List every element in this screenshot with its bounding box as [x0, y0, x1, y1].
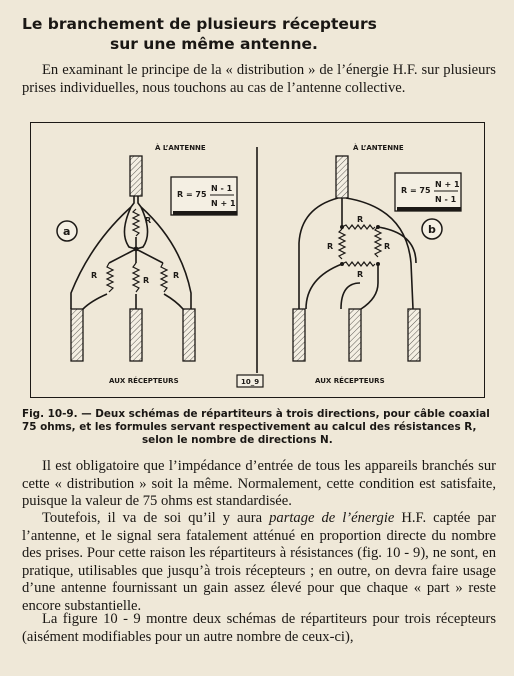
figure-caption — [22, 408, 496, 447]
left-resistor-1 — [107, 263, 113, 292]
right-resistor-top-a — [342, 225, 375, 229]
right-formula-denominator: N - 1 — [435, 195, 457, 204]
emphasis-energy-sharing: partage de l’énergie — [269, 510, 395, 526]
right-antenna-cable — [336, 156, 348, 198]
caption-line-3: selon le nombre de directions N. — [142, 434, 333, 446]
left-badge: a — [63, 225, 71, 238]
caption-label: Fig. 10-9. — [22, 408, 78, 420]
left-formula-denominator: N + 1 — [211, 199, 236, 208]
left-formula-lhs: R = 75 — [177, 190, 207, 199]
left-antenna-cable — [130, 156, 142, 196]
right-resistor-left — [339, 229, 345, 259]
paragraph-figure-reference: La figure 10 - 9 montre deux schémas de répartiteurs pour trois récepteurs (aisément modifiables pour un autre nombre de ceux-ci), — [22, 611, 496, 645]
figure-10-9 — [30, 122, 485, 398]
left-receiver-cables — [71, 309, 195, 361]
figure-drawing — [31, 123, 483, 396]
right-resistor-right — [375, 227, 381, 257]
right-receiver-cables — [293, 309, 420, 361]
right-r-label-right: R — [384, 242, 391, 251]
left-r-label-1: R — [91, 271, 98, 280]
right-receivers-label: AUX RÉCEPTEURS — [315, 377, 385, 385]
caption-line-2: 75 ohms, et les formules servant respectivement au calcul des résistances R, — [22, 421, 477, 433]
left-receivers-label: AUX RÉCEPTEURS — [109, 377, 179, 385]
left-formula-box — [171, 177, 237, 215]
left-resistor-3 — [161, 263, 167, 292]
left-r-label-top: R — [145, 216, 152, 225]
right-r-label-top: R — [357, 215, 364, 224]
right-r-label-bottom: R — [357, 270, 364, 279]
right-badge: b — [428, 223, 436, 236]
left-r-label-2: R — [143, 276, 150, 285]
right-antenna-label: À L’ANTENNE — [353, 144, 404, 152]
left-antenna-label: À L’ANTENNE — [155, 144, 206, 152]
caption-line-1: — Deux schémas de répartiteurs à trois directions, pour câble coaxial — [81, 408, 490, 420]
left-resistor-top — [133, 209, 139, 236]
right-resistor-bottom — [342, 262, 375, 266]
intro-paragraph: En examinant le principe de la « distribution » de l’énergie H.F. sur plusieurs prises individuelles, nous touchons au cas de l’antenne collective. — [22, 62, 496, 96]
figure-number: 10_9 — [241, 378, 260, 386]
right-formula-numerator: N + 1 — [435, 180, 460, 189]
paragraph-energy-sharing: Toutefois, il va de soi qu’il y aura partage de l’énergie H.F. captée par l’antenne, et le signal sera fatalement atténué en proportion directe du nombre des prises. Pour cette raison les répartiteurs à résistances (fig. 10 - 9), ne sont, en pratique, utilisables que jusqu’à trois récepteurs ; en outre, on devra faire usage d’une antenne fournissant un gain assez élevé pour que chaque « part » reste encore substantielle. — [22, 510, 497, 614]
left-resistor-2 — [133, 263, 139, 292]
heading-line-2: sur une même antenne. — [110, 35, 318, 53]
heading-line-1: Le branchement de plusieurs récepteurs — [22, 15, 377, 33]
right-formula-lhs: R = 75 — [401, 186, 431, 195]
left-formula-numerator: N - 1 — [211, 184, 233, 193]
left-r-label-3: R — [173, 271, 180, 280]
section-heading — [22, 14, 492, 54]
right-formula-box — [395, 173, 461, 211]
right-r-label-left: R — [327, 242, 334, 251]
paragraph-impedance: Il est obligatoire que l’impédance d’entrée de tous les appareils branchés sur cette « distribution » soit la même. Normalement, cette condition est satisfaite, puisque la valeur de 75 ohms est standardisée. — [22, 458, 496, 509]
